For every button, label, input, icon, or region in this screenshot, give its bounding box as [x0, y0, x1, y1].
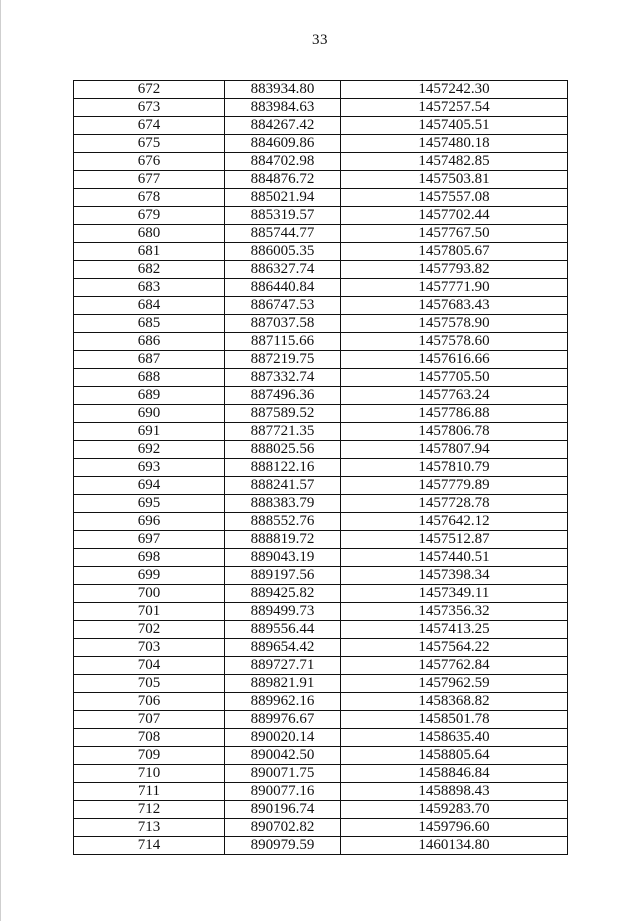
- table-row: [74, 99, 568, 117]
- point-number-cell: 712: [74, 801, 225, 819]
- table-row: [74, 243, 568, 261]
- point-number-cell: 697: [74, 531, 225, 549]
- x-coordinate-cell: 888383.79: [225, 495, 341, 513]
- x-coordinate-cell: 890979.59: [225, 837, 341, 855]
- table-row: [74, 513, 568, 531]
- x-coordinate-cell: 884267.42: [225, 117, 341, 135]
- point-number-cell: 684: [74, 297, 225, 315]
- coordinates-table-body: [74, 81, 568, 855]
- point-number-cell: 675: [74, 135, 225, 153]
- point-number-cell: 687: [74, 351, 225, 369]
- point-number-cell: 696: [74, 513, 225, 531]
- point-number-cell: 672: [74, 81, 225, 99]
- y-coordinate-cell: 1457349.11: [341, 585, 568, 603]
- y-coordinate-cell: 1457480.18: [341, 135, 568, 153]
- table-row: [74, 369, 568, 387]
- table-row: [74, 261, 568, 279]
- y-coordinate-cell: 1458805.64: [341, 747, 568, 765]
- y-coordinate-cell: 1457257.54: [341, 99, 568, 117]
- y-coordinate-cell: 1457642.12: [341, 513, 568, 531]
- point-number-cell: 699: [74, 567, 225, 585]
- point-number-cell: 690: [74, 405, 225, 423]
- x-coordinate-cell: 890196.74: [225, 801, 341, 819]
- y-coordinate-cell: 1458368.82: [341, 693, 568, 711]
- x-coordinate-cell: 884876.72: [225, 171, 341, 189]
- x-coordinate-cell: 888819.72: [225, 531, 341, 549]
- y-coordinate-cell: 1457578.90: [341, 315, 568, 333]
- y-coordinate-cell: 1457398.34: [341, 567, 568, 585]
- y-coordinate-cell: 1457786.88: [341, 405, 568, 423]
- table-row: [74, 423, 568, 441]
- y-coordinate-cell: 1457578.60: [341, 333, 568, 351]
- x-coordinate-cell: 886327.74: [225, 261, 341, 279]
- table-row: [74, 693, 568, 711]
- y-coordinate-cell: 1457810.79: [341, 459, 568, 477]
- table-row: [74, 441, 568, 459]
- table-row: [74, 729, 568, 747]
- point-number-cell: 676: [74, 153, 225, 171]
- x-coordinate-cell: 890020.14: [225, 729, 341, 747]
- y-coordinate-cell: 1457405.51: [341, 117, 568, 135]
- x-coordinate-cell: 885319.57: [225, 207, 341, 225]
- point-number-cell: 704: [74, 657, 225, 675]
- x-coordinate-cell: 888552.76: [225, 513, 341, 531]
- table-row: [74, 207, 568, 225]
- point-number-cell: 709: [74, 747, 225, 765]
- point-number-cell: 679: [74, 207, 225, 225]
- y-coordinate-cell: 1457616.66: [341, 351, 568, 369]
- table-row: [74, 639, 568, 657]
- x-coordinate-cell: 883984.63: [225, 99, 341, 117]
- x-coordinate-cell: 887332.74: [225, 369, 341, 387]
- table-row: [74, 657, 568, 675]
- point-number-cell: 711: [74, 783, 225, 801]
- table-row: [74, 171, 568, 189]
- y-coordinate-cell: 1457806.78: [341, 423, 568, 441]
- y-coordinate-cell: 1458635.40: [341, 729, 568, 747]
- y-coordinate-cell: 1457771.90: [341, 279, 568, 297]
- point-number-cell: 673: [74, 99, 225, 117]
- point-number-cell: 689: [74, 387, 225, 405]
- table-row: [74, 675, 568, 693]
- y-coordinate-cell: 1457762.84: [341, 657, 568, 675]
- coordinates-table: [73, 80, 568, 855]
- y-coordinate-cell: 1457793.82: [341, 261, 568, 279]
- table-row: [74, 315, 568, 333]
- table-row: [74, 711, 568, 729]
- point-number-cell: 683: [74, 279, 225, 297]
- point-number-cell: 674: [74, 117, 225, 135]
- x-coordinate-cell: 885021.94: [225, 189, 341, 207]
- y-coordinate-cell: 1457564.22: [341, 639, 568, 657]
- point-number-cell: 705: [74, 675, 225, 693]
- point-number-cell: 692: [74, 441, 225, 459]
- y-coordinate-cell: 1457702.44: [341, 207, 568, 225]
- x-coordinate-cell: 889654.42: [225, 639, 341, 657]
- point-number-cell: 701: [74, 603, 225, 621]
- point-number-cell: 693: [74, 459, 225, 477]
- x-coordinate-cell: 890042.50: [225, 747, 341, 765]
- table-row: [74, 567, 568, 585]
- y-coordinate-cell: 1457683.43: [341, 297, 568, 315]
- table-row: [74, 189, 568, 207]
- x-coordinate-cell: 889821.91: [225, 675, 341, 693]
- x-coordinate-cell: 887115.66: [225, 333, 341, 351]
- table-row: [74, 351, 568, 369]
- page-edge: [0, 0, 1, 921]
- x-coordinate-cell: 887496.36: [225, 387, 341, 405]
- x-coordinate-cell: 889556.44: [225, 621, 341, 639]
- y-coordinate-cell: 1457242.30: [341, 81, 568, 99]
- y-coordinate-cell: 1460134.80: [341, 837, 568, 855]
- x-coordinate-cell: 890071.75: [225, 765, 341, 783]
- y-coordinate-cell: 1457503.81: [341, 171, 568, 189]
- point-number-cell: 688: [74, 369, 225, 387]
- point-number-cell: 695: [74, 495, 225, 513]
- table-row: [74, 801, 568, 819]
- y-coordinate-cell: 1459283.70: [341, 801, 568, 819]
- x-coordinate-cell: 889425.82: [225, 585, 341, 603]
- point-number-cell: 713: [74, 819, 225, 837]
- point-number-cell: 708: [74, 729, 225, 747]
- point-number-cell: 682: [74, 261, 225, 279]
- x-coordinate-cell: 887721.35: [225, 423, 341, 441]
- table-row: [74, 279, 568, 297]
- x-coordinate-cell: 889962.16: [225, 693, 341, 711]
- x-coordinate-cell: 890077.16: [225, 783, 341, 801]
- x-coordinate-cell: 886005.35: [225, 243, 341, 261]
- point-number-cell: 685: [74, 315, 225, 333]
- x-coordinate-cell: 884702.98: [225, 153, 341, 171]
- point-number-cell: 681: [74, 243, 225, 261]
- x-coordinate-cell: 884609.86: [225, 135, 341, 153]
- point-number-cell: 691: [74, 423, 225, 441]
- x-coordinate-cell: 889976.67: [225, 711, 341, 729]
- y-coordinate-cell: 1457805.67: [341, 243, 568, 261]
- y-coordinate-cell: 1458846.84: [341, 765, 568, 783]
- table-row: [74, 819, 568, 837]
- x-coordinate-cell: 887589.52: [225, 405, 341, 423]
- x-coordinate-cell: 888122.16: [225, 459, 341, 477]
- y-coordinate-cell: 1457356.32: [341, 603, 568, 621]
- point-number-cell: 680: [74, 225, 225, 243]
- point-number-cell: 700: [74, 585, 225, 603]
- x-coordinate-cell: 888241.57: [225, 477, 341, 495]
- table-row: [74, 387, 568, 405]
- point-number-cell: 677: [74, 171, 225, 189]
- table-row: [74, 765, 568, 783]
- y-coordinate-cell: 1457728.78: [341, 495, 568, 513]
- table-row: [74, 333, 568, 351]
- point-number-cell: 686: [74, 333, 225, 351]
- y-coordinate-cell: 1457807.94: [341, 441, 568, 459]
- y-coordinate-cell: 1457413.25: [341, 621, 568, 639]
- x-coordinate-cell: 890702.82: [225, 819, 341, 837]
- point-number-cell: 694: [74, 477, 225, 495]
- table-row: [74, 477, 568, 495]
- page-number: 33: [312, 32, 328, 48]
- y-coordinate-cell: 1457779.89: [341, 477, 568, 495]
- point-number-cell: 706: [74, 693, 225, 711]
- table-row: [74, 153, 568, 171]
- y-coordinate-cell: 1457962.59: [341, 675, 568, 693]
- table-row: [74, 531, 568, 549]
- x-coordinate-cell: 888025.56: [225, 441, 341, 459]
- table-row: [74, 117, 568, 135]
- table-row: [74, 495, 568, 513]
- table-row: [74, 747, 568, 765]
- x-coordinate-cell: 886440.84: [225, 279, 341, 297]
- point-number-cell: 707: [74, 711, 225, 729]
- x-coordinate-cell: 885744.77: [225, 225, 341, 243]
- table-row: [74, 81, 568, 99]
- point-number-cell: 678: [74, 189, 225, 207]
- x-coordinate-cell: 889499.73: [225, 603, 341, 621]
- point-number-cell: 698: [74, 549, 225, 567]
- x-coordinate-cell: 887219.75: [225, 351, 341, 369]
- table-row: [74, 459, 568, 477]
- table-row: [74, 297, 568, 315]
- x-coordinate-cell: 887037.58: [225, 315, 341, 333]
- table-row: [74, 405, 568, 423]
- y-coordinate-cell: 1457763.24: [341, 387, 568, 405]
- x-coordinate-cell: 889727.71: [225, 657, 341, 675]
- x-coordinate-cell: 889043.19: [225, 549, 341, 567]
- point-number-cell: 702: [74, 621, 225, 639]
- table-row: [74, 585, 568, 603]
- y-coordinate-cell: 1457557.08: [341, 189, 568, 207]
- y-coordinate-cell: 1457512.87: [341, 531, 568, 549]
- x-coordinate-cell: 889197.56: [225, 567, 341, 585]
- y-coordinate-cell: 1457482.85: [341, 153, 568, 171]
- table-row: [74, 603, 568, 621]
- y-coordinate-cell: 1458898.43: [341, 783, 568, 801]
- y-coordinate-cell: 1457440.51: [341, 549, 568, 567]
- point-number-cell: 710: [74, 765, 225, 783]
- table-row: [74, 621, 568, 639]
- point-number-cell: 714: [74, 837, 225, 855]
- x-coordinate-cell: 886747.53: [225, 297, 341, 315]
- table-row: [74, 837, 568, 855]
- table-row: [74, 549, 568, 567]
- point-number-cell: 703: [74, 639, 225, 657]
- table-row: [74, 225, 568, 243]
- table-row: [74, 783, 568, 801]
- table-row: [74, 135, 568, 153]
- y-coordinate-cell: 1457767.50: [341, 225, 568, 243]
- y-coordinate-cell: 1457705.50: [341, 369, 568, 387]
- y-coordinate-cell: 1459796.60: [341, 819, 568, 837]
- y-coordinate-cell: 1458501.78: [341, 711, 568, 729]
- x-coordinate-cell: 883934.80: [225, 81, 341, 99]
